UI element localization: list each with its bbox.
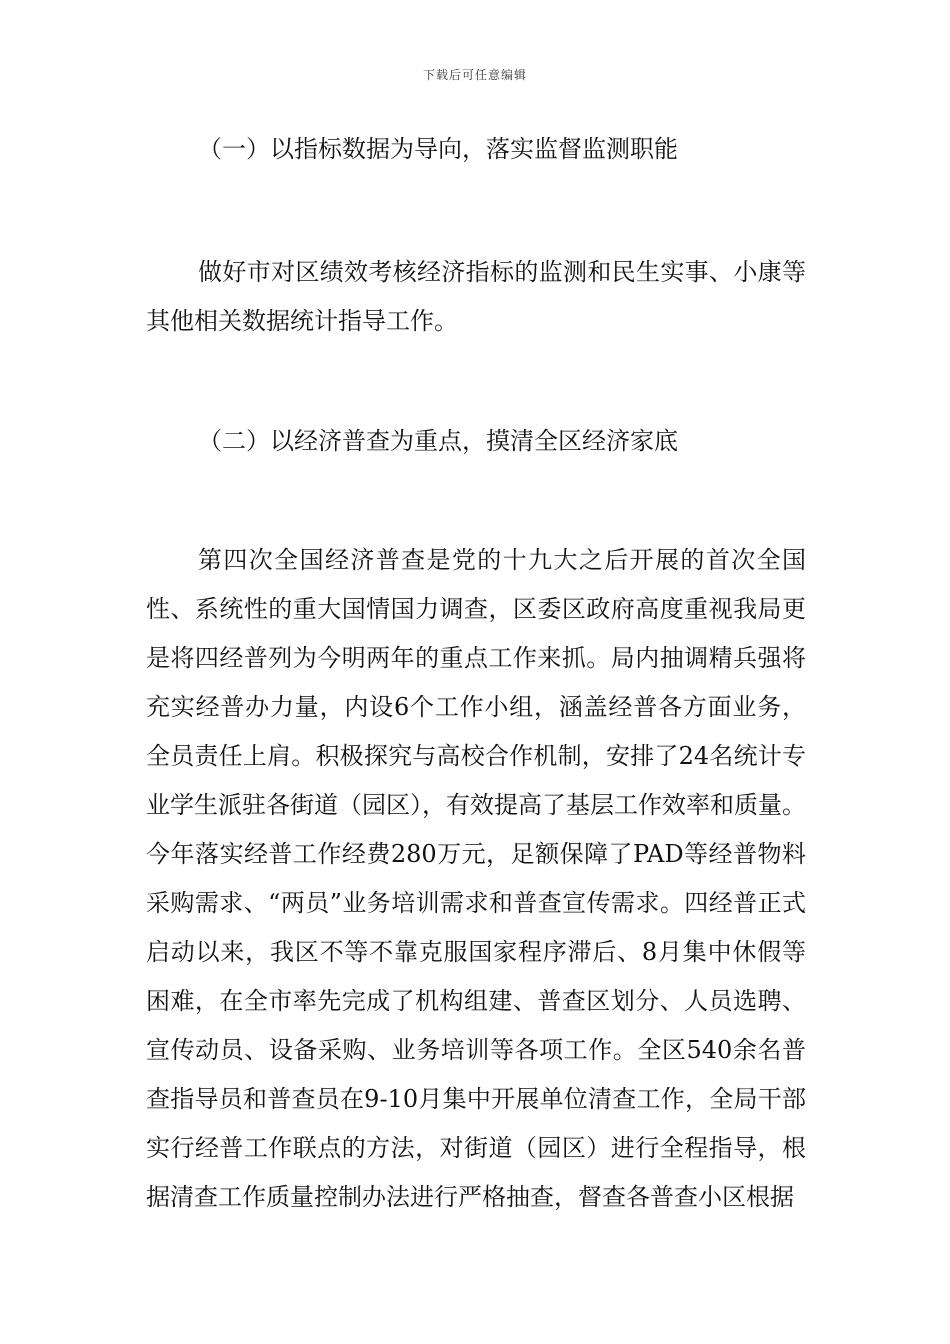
paragraph-1: 做好市对区绩效考核经济指标的监测和民生实事、小康等其他相关数据统计指导工作。 xyxy=(146,258,806,335)
header-note: 下载后可任意编辑 xyxy=(422,68,527,82)
section-heading-1: （一）以指标数据为导向，落实监督监测职能 xyxy=(198,135,678,163)
document-body xyxy=(146,128,806,1222)
paragraph-2: 第四次全国经济普查是党的十九大之后开展的首次全国性、系统性的重大国情国力调查，区委区政府高度重视我局更是将四经普列为今明两年的重点工作来抓。局内抽调精兵强将充实经普办力量，内设6个工作小组，涵盖经普各方面业务，全员责任上肩。积极探究与高校合作机制，安排了24名统计专业学生派驻各街道（园区），有效提高了基层工作效率和质量。今年落实经普工作经费280万元，足额保障了PAD等经普物料采购需求、“两员”业务培训需求和普查宣传需求。四经普正式启动以来，我区不等不靠克服国家程序滞后、8月集中休假等困难，在全市率先完成了机构组建、普查区划分、人员选聘、宣传动员、设备采购、业务培训等各项工作。全区540余名普查指导员和普查员在9-10月集中开展单位清查工作，全局干部实行经普工作联点的方法，对街道（园区）进行全程指导，根据清查工作质量控制办法进行严格抽查，督查各普查小区根据 xyxy=(146,546,806,1211)
section-heading-2: （二）以经济普查为重点，摸清全区经济家底 xyxy=(198,427,678,455)
